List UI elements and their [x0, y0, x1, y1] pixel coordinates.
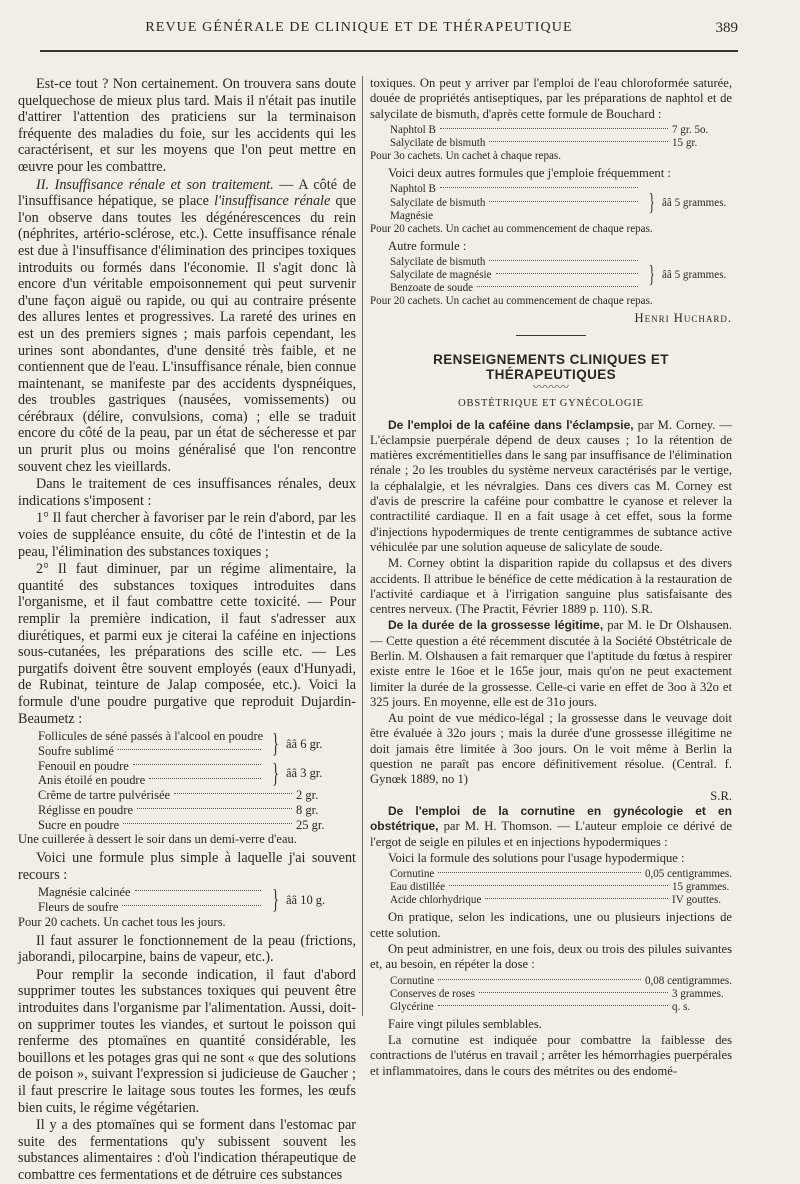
section-rule	[516, 335, 586, 336]
formula-row: Sucre en poudre 25 gr.	[38, 817, 325, 832]
left-column	[18, 76, 356, 1183]
right-column	[370, 76, 732, 1078]
paragraph: La cornutine est indiquée pour combattre la faiblesse des contractions de l'utérus en travail ; arrêter les hémorrhagies puerpérales et inflammatoires, dans le cours des métrites ou des endomé-	[370, 1033, 732, 1078]
paragraph: On pratique, selon les indications, une ou plusieurs injections de cette solution.	[370, 910, 732, 940]
article-title: De l'emploi de la caféine dans l'éclampsie,	[388, 417, 634, 432]
article-cafeine: De l'emploi de la caféine dans l'éclampsie, par M. Corney. — L'éclampsie puerpérale dépend de deux causes ; 1o la rétention de matières excrémentitielles dans le sang par insuffisance de l'élimination rénale ; 2o les troubles du système nerveux caractérisés par le vertige, la céphalalgie, et les névralgies. Dans ces divers cas M. Corney est d'avis de prescrire la caféine pour combattre le cyanose et relever la contractilité cardiaque. Il en a fait usage à cet effet, sous la forme d'injections hypodermiques de trente centigrammes de subtance active véhiculée par une solution aqueuse de salicylate de soude.	[370, 417, 732, 554]
formula-group: Follicules de séné passés à l'alcool en poudre Soufre sublimé } ââ 6 gr.	[38, 728, 323, 759]
formula-solution: Cornutine 0,05 centigrammes. Eau distillée 15 grammes. Acide chlorhydrique IV gouttes.	[390, 868, 732, 907]
paragraph: Il faut assurer le fonctionnement de la peau (frictions, jaborandi, pilocarpine, bains de vapeur, etc.).	[18, 932, 356, 966]
article-title: De la durée de la grossesse légitime,	[388, 618, 604, 633]
paragraph: On peut administrer, en une fois, deux ou trois des pilules suivantes et, au besoin, en répéter la dose :	[370, 941, 732, 972]
column-divider	[362, 76, 363, 1016]
formula-row: Crême de tartre pulvérisée 2 gr.	[38, 788, 319, 803]
formula-note: Pour 20 cachets. Un cachet tous les jours.	[18, 914, 226, 929]
paragraph: Autre formule :	[388, 238, 467, 253]
paragraph: Il y a des ptomaïnes qui se forment dans l'estomac par suite des fermentations qu'y subissent souvent les substances alimentaires : d'où l'indication thérapeutique de combattre ces fermentations et de détruire ces substances	[18, 1117, 356, 1183]
paragraph: toxiques. On peut y arriver par l'emploi de l'eau chloroformée saturée, douée de propriétés antiseptiques, par les préparations de naphtol et de salycilate de bismuth, d'après cette formule de Bouchard :	[370, 76, 732, 121]
formula-note: Une cuillerée à dessert le soir dans un demi-verre d'eau.	[18, 832, 297, 847]
paragraph: Voici une formule plus simple à laquelle j'ai souvent recours :	[18, 850, 356, 883]
article-author: par M. le Dr Olshausen.	[603, 618, 732, 633]
paragraph: M. Corney obtint la disparition rapide du collapsus et des divers accidents. Il attribue le bénéfice de cette médication à la restauration de l'activité cardiaque et à l'irrigation sanguine plus satisfaisante des centres nerveux. (The Practit, Février 1889 p. 110). S.R.	[370, 556, 732, 617]
page-header	[40, 14, 738, 54]
formula-note: Pour 3o cachets. Un cachet à chaque repas.	[370, 150, 562, 163]
page-number: 389	[715, 20, 738, 36]
paragraph: Au point de vue médico-légal ; la grossesse dans le veuvage doit être évaluée à 32o jours ; mais la durée d'une grossesse illégitime ne doit jamais être limitée à 3oo jours. On le voit même à Berlin la question ne paraît pas encore définitivement résolue. (Central. f. Gynœk 1889, no 1)	[370, 711, 732, 787]
brace-icon: }	[649, 261, 656, 289]
ornament: 〰〰〰	[532, 380, 569, 395]
brace-icon: }	[272, 884, 279, 915]
section-title: RENSEIGNEMENTS CLINIQUES ET THÉRAPEUTIQUES	[433, 351, 669, 382]
brace-icon: }	[272, 757, 279, 788]
brace-icon: }	[272, 728, 279, 759]
article-grossesse: De la durée de la grossesse légitime, par M. le Dr Olshausen. — Cette question a été récemment discutée à la Société Obstétricale de Berlin. M. Olshausen a fait remarquer que l'aptitude du fœtus à respirer existe entre le 16oe et le 165e jour, mais qu'on ne peut exactement limiter la durée de la grossesse. Celle-ci varie en effet de 3oo à 32o et 325 jours. En moyenne, elle est de 31o jours.	[370, 618, 732, 709]
paragraph: Faire vingt pilules semblables.	[388, 1016, 542, 1031]
paragraph: Pour remplir la seconde indication, il faut d'abord supprimer toutes les substances toxiques qui peuvent être introduites dans l'organisme par l'alimentation. Aussi, doit-on supprimer toutes les viandes, et surtout le poisson qui renferme des ptomaïnes en quantité considérable, les bouillons et les potages gras qui ne sont « que des solutions de poison », suivant l'expression si judicieuse de Gaucher ; il faut prescrire le laitage sous toutes les formes, les œufs bien cuits, le régime végétarien.	[18, 966, 356, 1116]
author-signature: Henri Huchard.	[634, 311, 732, 326]
section-heading: II. Insuffisance rénale et son traitement.	[36, 176, 274, 193]
formula-group: Fenouil en poudre Anis étoilé en poudre } ââ 3 gr.	[38, 757, 323, 788]
brace-icon: }	[649, 188, 656, 216]
formula-note: Pour 20 cachets. Un cachet au commencement de chaque repas.	[370, 295, 653, 308]
running-title: REVUE GÉNÉRALE DE CLINIQUE ET DE THÉRAPEUTIQUE	[145, 20, 573, 35]
formula-simple: Magnésie calcinée Fleurs de soufre } ââ 10 g. Pour 20 cachets. Un cachet tous les jours.	[38, 885, 356, 929]
formula-bouchard: Naphtol B 7 gr. 5o. Salycilate de bismuth 15 gr. Pour 3o cachets. Un cachet à chaque repas.	[390, 124, 732, 163]
paragraph: 2° Il faut diminuer, par un régime alimentaire, la quantité des substances toxiques introduites dans l'organisme, et il faut combattre cette toxicité. — Pour remplir la première indication, il faut s'adresser aux diurétiques, et parmi eux je citerai la caféine en injections sous-cutanées, les préparations des scille etc. — Les purgatifs doivent être souvent employés (eaux d'Hunyadi, de Rubinat, teinture de Jalap composée, etc.). Voici la formule d'une poudre purgative que reproduit Dujardin-Beaumetz :	[18, 561, 356, 727]
formula-naphtol: Naphtol B Salycilate de bismuth Magnésie } ââ 5 grammes. Pour 20 cachets. Un cachet au commencement de chaque repas.	[390, 183, 732, 235]
formula-note: Pour 20 cachets. Un cachet au commencement de chaque repas.	[370, 222, 653, 235]
formula-salycilate: Salycilate de bismuth Salycilate de magnésie Benzoate de soude } ââ 5 grammes. Pour 20 cachets. Un cachet au commencement de chaque repas.	[390, 256, 732, 308]
article-author: par M. Corney.	[633, 417, 716, 432]
section-subheading: OBSTÉTRIQUE ET GYNÉCOLOGIE	[458, 398, 644, 410]
article-initials: S.R.	[710, 788, 732, 803]
header-rule	[40, 50, 738, 52]
formula-poudre-purgative	[18, 728, 356, 847]
article-title: De l'emploi de la cornutine en gynécologie et en obstétrique,	[370, 803, 732, 834]
paragraph: Est-ce tout ? Non certainement. On trouvera sans doute quelquechose de mieux plus tard. Mais il n'était pas inutile d'attirer l'attention des praticiens sur la terminaison fréquente des maladies du foie, sur les accidents qui les caractérisent, et sur les moyens que l'on peut mettre en œuvre pour les combattre.	[18, 76, 356, 175]
paragraph: Voici deux autres formules que j'emploie fréquemment :	[388, 166, 671, 181]
formula-pilules: Cornutine 0,08 centigrammes. Conserves de roses 3 grammes. Glycérine q. s.	[390, 974, 732, 1013]
article-author: par M. H. Thomson.	[438, 819, 553, 834]
paragraph: 1° Il faut chercher à favoriser par le rein d'abord, par les voies de suppléance ensuite, du côté de l'intestin et de la peau, l'élimination des substances toxiques ;	[18, 510, 356, 560]
paragraph-insuffisance-renale: II. Insuffisance rénale et son traitement. — A côté de l'insuffisance hépatique, se place l'insuffisance rénale que l'on observe dans toutes les dégénérescences du rein (néphrites, artério-sclérose, etc.). Cette insuffisance rénale est due à l'insuffisance d'élimination des principes toxiques introduits ou formés dans l'économie. Il s'agit donc là encore d'un véritable empoisonnement qui peut survenir d'une façon aiguë ou rapide, ou qui au contraire présente des allures lentes et progressives. La rareté des urines en est un des premiers signes ; mais parfois cependant, les urines sont abondantes, d'une densité très faible, et ne contiennent que de l'eau. L'insuffisance rénale, bien connue maintenant, se manifeste par des accidents dyspnéiques, des troubles gastriques (nausées, vomissements) ou cérébraux (délire, convulsions, coma) ; elle se traduit encore du côté de la peau, par un état de sécheresse et par un prurit plus ou moins généralisé que l'on rencontre souvent chez les vieillards.	[18, 176, 356, 475]
paragraph: Dans le traitement de ces insuffisances rénales, deux indications s'imposent :	[18, 476, 356, 509]
article-cornutine: De l'emploi de la cornutine en gynécologie et en obstétrique, par M. H. Thomson. — L'auteur emploie ce dérivé de l'ergot de seigle en pilules et en injections hypodermiques :	[370, 803, 732, 849]
paragraph: Voici la formule des solutions pour l'usage hypodermique :	[388, 850, 685, 865]
formula-row: Réglisse en poudre 8 gr.	[38, 802, 319, 817]
